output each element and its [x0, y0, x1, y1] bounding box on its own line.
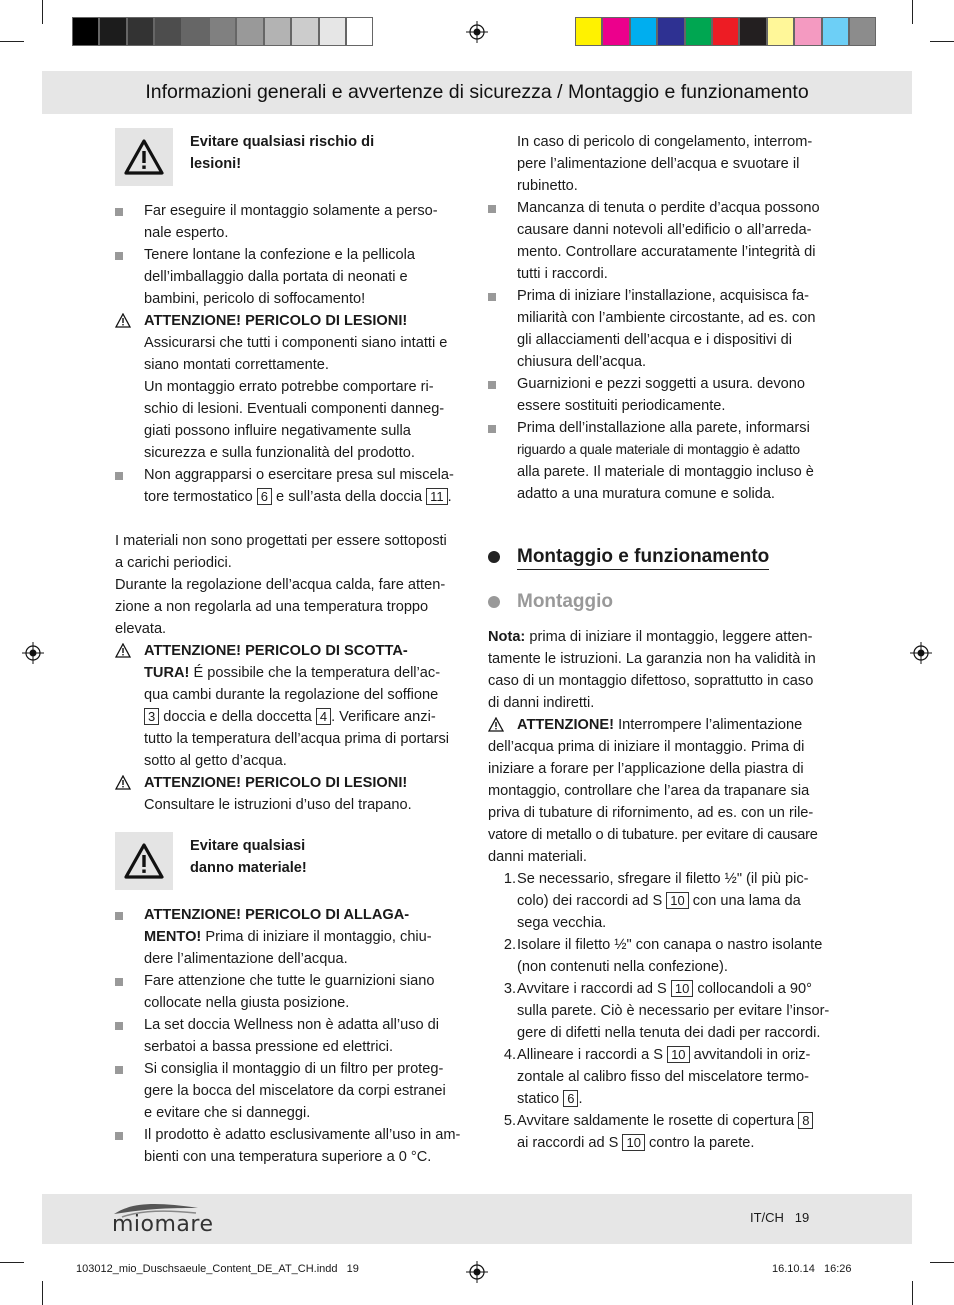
color-swatch — [264, 17, 291, 46]
warning-icon-box — [115, 128, 173, 186]
warning-box-text: Evitare qualsiasi danno materiale! — [190, 838, 307, 876]
warning-box-material — [115, 832, 467, 890]
crop-mark — [42, 0, 43, 24]
color-swatch — [602, 17, 629, 46]
color-swatch — [849, 17, 876, 46]
grayscale-color-bar — [72, 17, 373, 47]
color-swatch — [822, 17, 849, 46]
color-swatch — [127, 17, 154, 46]
color-swatch — [209, 17, 236, 46]
part-number: 6 — [563, 1090, 578, 1107]
warning-triangle-icon — [488, 717, 504, 732]
list-item: ATTENZIONE! PERICOLO DI ALLAGA- MENTO! Prima di iniziare il montaggio, chiu- dere l’alimentazione dell’acqua. — [115, 904, 467, 970]
logo-text: miomare — [112, 1212, 214, 1237]
list-item: Mancanza di tenuta o perdite d’acqua possono causare danni notevoli all’edificio o all’arreda- mento. Controllare accuratamente l’integrità di tutti i raccordi. — [488, 197, 840, 285]
page-number: IT/CH 19 — [750, 1210, 810, 1225]
warning-triangle-icon — [123, 138, 165, 176]
right-column: In caso di pericolo di congelamento, interrom- pere l’alimentazione dell’acqua e svuotare il rubinetto. Mancanza di tenuta o perdite d’acqua possono causare danni notevoli all’edificio o all’arreda- mento. Controllare accuratamente l’integrità di tutti i raccordi. Prima di iniziare l’installazione, acquisisca fa- miliarità con l’ambiente circostante, ad es. con gli allacciamenti dell’acqua e i dispositivi di chiusura dell’acqua. Guarnizioni e pezzi soggetti a usura. devono essere sostituiti periodicamente. Prima dell’installazione alla parete, informarsi riguardo a quale materiale di montaggio è adatto alla parete. Il materiale di montaggio incluso è adatto a una muratura comune e solida. Montaggio e funzionamento Montaggio Nota: prima di iniziare il montaggio, leggere atten- tamente le istruzioni. La garanzia non ha validità in caso di un montaggio difettoso, soprattutto in caso di danni indiretti. ATTENZIONE! Interrompere l’alimentazione dell’acqua prima di iniziare il montaggio. Prima di iniziare a forare per l’applicazione della piastra di montaggio, controllare che l’area da trapanare sia priva di tubature di rifornimento, ad es. con un rile- vatore di metallo o di tubature. per evitare di causare danni materiali. 1. Se necessario, sfregare il filetto ½" (il più pic- colo) dei raccordi ad S 10 con una lama da sega vecchia. 2. Isolare il filetto ½" con canapa o nastro isolante (non contenuti nella confezione). 3. Avvitare i raccordi ad S 10 collocandoli a 90° sulla parete. Ciò è necessario per evitare l’insor- gere di difetti nella tenuta dei dadi per raccordi. 4. Allineare i raccordi a S 10 avvitandoli in oriz- zontale al calibro fisso del miscelatore termo- statico 6 . 5. Avvitare saldamente le rosette di copertura 8 ai raccordi ad S 10 contro la parete. — [488, 131, 840, 1154]
warning-item: ATTENZIONE! PERICOLO DI LESIONI! Consultare le istruzioni d’uso del trapano. — [115, 772, 467, 816]
registration-mark-icon — [22, 642, 44, 664]
page-title: Informazioni generali e avvertenze di sicurezza / Montaggio e funzionamento — [145, 81, 809, 103]
part-number: 11 — [426, 488, 448, 505]
color-swatch — [154, 17, 181, 46]
color-swatch — [99, 17, 126, 46]
list-item: Si consiglia il montaggio di un filtro per proteg- gere la bocca del miscelatore da corpi estranei e evitare che si danneggi. — [115, 1058, 467, 1124]
color-swatch — [794, 17, 821, 46]
process-color-bar — [575, 17, 876, 47]
warning-item: ATTENZIONE! PERICOLO DI LESIONI! Assicurarsi che tutti i componenti siano intatti e siano montati correttamente. Un montaggio errato potrebbe comportare ri- schio di lesioni. Eventuali componenti danneg- giati possono influire negativamente sulla sicurezza e sulla funzionalità del prodotto. — [115, 310, 467, 464]
color-swatch — [739, 17, 766, 46]
part-number: 3 — [144, 708, 159, 725]
registration-mark-icon — [466, 1261, 488, 1283]
warning-item: ATTENZIONE! PERICOLO DI SCOTTA- TURA! É possibile che la temperatura dell’ac- qua cambi durante la regolazione del soffione 3 doccia e della doccetta 4 . Verificare anzi- tutto la temperatura dell’acqua prima di portarsi sotto al getto d’acqua. — [115, 640, 467, 772]
color-swatch — [236, 17, 263, 46]
step-item: 4. Allineare i raccordi a S 10 avvitandoli in oriz- zontale al calibro fisso del miscelatore termo- statico 6 . — [503, 1047, 811, 1107]
registration-mark-icon — [466, 21, 488, 43]
list-item: Prima dell’installazione alla parete, informarsi riguardo a quale materiale di montaggio è adatto alla parete. Il materiale di montaggio incluso è adatto a una muratura comune e solida. — [488, 417, 840, 505]
step-item: 3. Avvitare i raccordi ad S 10 collocandoli a 90° sulla parete. Ciò è necessario per evitare l’insor- gere di difetti nella tenuta dei dadi per raccordi. — [503, 981, 830, 1041]
step-item: 2. Isolare il filetto ½" con canapa o nastro isolante (non contenuti nella confezione). — [503, 937, 823, 975]
list-item: Il prodotto è adatto esclusivamente all’uso in am- bienti con una temperatura superiore a 0 °C. — [115, 1124, 467, 1168]
color-swatch — [575, 17, 602, 46]
list-item: Tenere lontane la confezione e la pellicola dell’imballaggio dalla portata di neonati e bambini, pericolo di soffocamento! — [115, 244, 467, 310]
warning-triangle-icon — [115, 775, 131, 790]
slug-date: 16.10.14 16:26 — [772, 1263, 852, 1275]
warning-triangle-icon — [115, 643, 131, 658]
list-item: La set doccia Wellness non è adatta all’uso di serbatoi a bassa pressione ed elettrici. — [115, 1014, 467, 1058]
crop-mark — [930, 41, 954, 42]
crop-mark — [0, 1262, 24, 1263]
part-number: 6 — [257, 488, 272, 505]
subsection-heading: Montaggio — [488, 590, 840, 614]
part-number: 4 — [316, 708, 331, 725]
list-item: Prima di iniziare l’installazione, acquisisca fa- miliarità con l’ambiente circostante, ad es. con gli allacciamenti dell’acqua e i dispositivi di chiusura dell’acqua. — [488, 285, 840, 373]
crop-mark — [912, 1281, 913, 1305]
registration-mark-icon — [910, 642, 932, 664]
list-item: Guarnizioni e pezzi soggetti a usura. devono essere sostituiti periodicamente. — [488, 373, 840, 417]
part-number: 10 — [671, 980, 693, 997]
crop-mark — [912, 0, 913, 24]
warning-box-injury — [115, 128, 467, 186]
left-column: Evitare qualsiasi rischio di lesioni! Far eseguire il montaggio solamente a perso- nale esperto. Tenere lontane la confezione e la pellicola dell’imballaggio dalla portata di neonati e bambini, pericolo di soffocamento! ATTENZIONE! PERICOLO DI LESIONI! Assicurarsi che tutti i componenti siano intatti e siano montati correttamente. Un montaggio errato potrebbe comportare ri- schio di lesioni. Eventuali componenti danneg- giati possono influire negativamente sulla sicurezza e sulla funzionalità del prodotto. Non aggrapparsi o esercitare presa sul miscela- tore termostatico 6 e sull’asta della doccia 11 . I materiali non sono progettati per essere sottoposti a carichi periodici. Durante la regolazione dell’acqua calda, fare atten- zione a non regolarla ad una temperatura troppo elevata. ATTENZIONE! PERICOLO DI SCOTTA- TURA! É possibile che la temperatura dell’ac- qua cambi durante la regolazione del soffione 3 doccia e della doccetta 4 . Verificare anzi- tutto la temperatura dell’acqua prima di portarsi sotto al getto d’acqua. ATTENZIONE! PERICOLO DI LESIONI! Consultare le istruzioni d’uso del trapano. Evitare qualsiasi danno materiale! ATTENZIONE! PERICOLO DI ALLAGA- MENTO! Prima di iniziare il montaggio, chiu- dere l’alimentazione dell’acqua. Fare attenzione che tutte le guarnizioni siano collocate nella giusta posizione. La set doccia Wellness non è adatta all’uso di serbatoi a bassa pressione ed elettrici. Si consiglia il montaggio di un filtro per proteg- gere la bocca del miscelatore da corpi estranei e evitare che si danneggi. Il prodotto è adatto esclusivamente all’uso in am- bienti con una temperatura superiore a 0 °C. — [115, 128, 467, 1168]
list-item: Non aggrapparsi o esercitare presa sul miscela- tore termostatico 6 e sull’asta della doccia 11 . — [115, 464, 467, 508]
color-swatch — [291, 17, 318, 46]
color-swatch — [712, 17, 739, 46]
step-item: 5. Avvitare saldamente le rosette di copertura 8 ai raccordi ad S 10 contro la parete. — [488, 1110, 840, 1154]
color-swatch — [182, 17, 209, 46]
color-swatch — [685, 17, 712, 46]
crop-mark — [0, 41, 24, 42]
part-number: 8 — [798, 1112, 813, 1129]
list-item: Far eseguire il montaggio solamente a perso- nale esperto. — [115, 200, 467, 244]
color-swatch — [767, 17, 794, 46]
color-swatch — [72, 17, 99, 46]
color-swatch — [319, 17, 346, 46]
step-item: 1. Se necessario, sfregare il filetto ½" (il più pic- colo) dei raccordi ad S 10 con una lama da sega vecchia. — [503, 871, 809, 931]
color-swatch — [657, 17, 684, 46]
slug-file: 103012_mio_Duschsaeule_Content_DE_AT_CH.indd 19 — [76, 1263, 359, 1275]
warning-triangle-icon — [123, 842, 165, 880]
warning-icon-box — [115, 832, 173, 890]
warning-box-text: Evitare qualsiasi rischio di lesioni! — [190, 134, 375, 172]
part-number: 10 — [667, 1046, 689, 1063]
part-number: 10 — [622, 1134, 644, 1151]
part-number: 10 — [666, 892, 688, 909]
crop-mark — [930, 1262, 954, 1263]
brand-logo — [112, 1200, 214, 1244]
list-item: Fare attenzione che tutte le guarnizioni siano collocate nella giusta posizione. — [115, 970, 467, 1014]
color-swatch — [630, 17, 657, 46]
warning-triangle-icon — [115, 313, 131, 328]
section-heading: Montaggio e funzionamento — [488, 545, 840, 570]
color-swatch — [346, 17, 373, 46]
crop-mark — [42, 1281, 43, 1305]
